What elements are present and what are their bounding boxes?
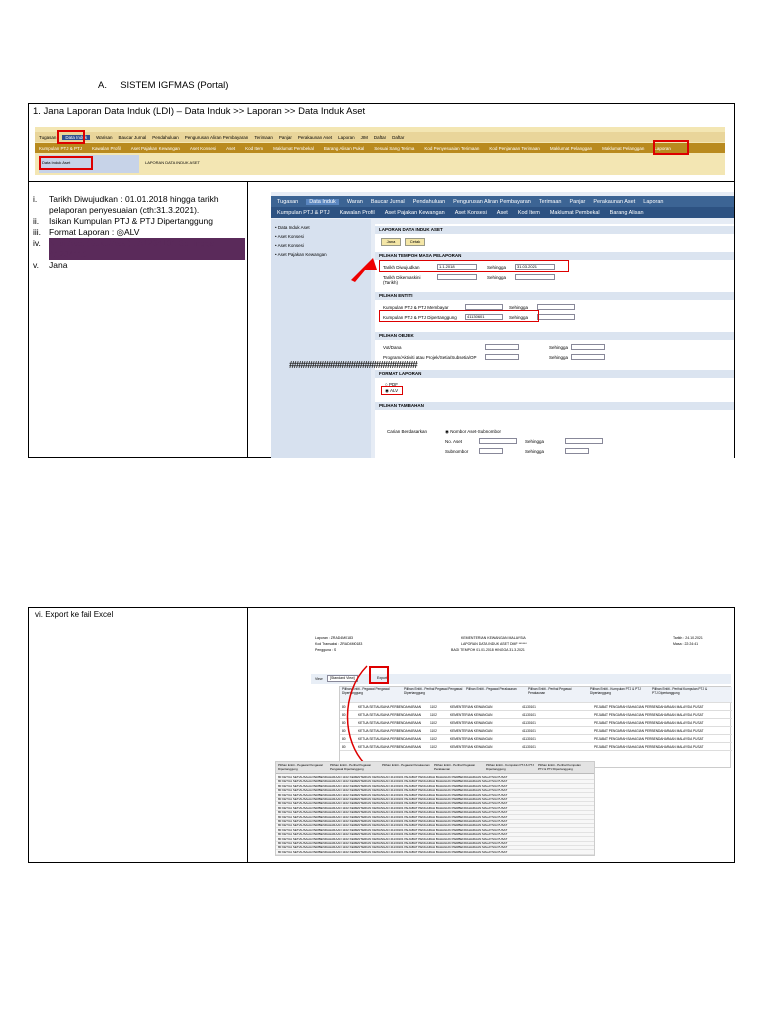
view-label: View xyxy=(315,677,323,681)
program-input[interactable] xyxy=(485,354,519,360)
date-to-input[interactable]: 31.03.2021 xyxy=(515,264,555,270)
lbl-sehingga-4: Sehingga xyxy=(509,315,529,320)
hdr-kod: Kod Transaksi : ZRAD4M0183 xyxy=(315,642,363,646)
report-col-header[interactable]: Pilihan Entiti - Pegawai Pengawal Dipertanggung xyxy=(342,687,390,695)
excel-row: 80 KETUA SETIAUSAHA PERBENDAHARAAN 1102 KEMENTERIAN KEWANGAN 41130101 PEJABAT PENGARAH BAHAGIAN PERBENDAHARAAN MALAYSIA PUSAT xyxy=(276,780,595,784)
pengguna-val: S xyxy=(333,648,337,652)
table-cell: PEJABAT PENGARAH BAHAGIAN PERBENDAHARAAN MALAYSIA PUSAT xyxy=(594,745,704,749)
banner-menu-item[interactable]: Panjar xyxy=(278,134,292,140)
table-cell: 80 xyxy=(342,729,346,733)
laporan-lbl: Laporan xyxy=(315,636,328,640)
banner-submenu-item[interactable]: Kod Penyesuaian Terimaan xyxy=(424,145,480,151)
shot-submenu-item[interactable]: Barang Alisan xyxy=(609,209,644,216)
sidebar-item-label: Aset Konsesi xyxy=(277,243,304,248)
lbl-subnombor: Subnombor xyxy=(445,449,469,454)
banner-submenu-item[interactable]: Laporan xyxy=(654,145,671,151)
table-cell: KETUA SETIAUSAHA PERBENDAHARAAN xyxy=(358,705,422,709)
sidebar-item-label: Data Induk Aset xyxy=(277,225,310,230)
shot-menu-item[interactable]: Pendahuluan xyxy=(412,198,446,205)
table-cell: 1102 xyxy=(430,705,437,709)
ptj-bayar-to[interactable] xyxy=(537,304,575,310)
lbl-sehingga-8: Sehingga xyxy=(525,449,545,454)
laporan-val: ZRAD4M0183 xyxy=(330,636,353,640)
lbl-sehingga-3: Sehingga xyxy=(509,305,529,310)
banner-menu-item[interactable]: Perakaunan Aset xyxy=(297,134,333,140)
shot-menu-item[interactable]: Baucar Jurnal xyxy=(370,198,405,205)
table-cell: PEJABAT PENGARAH BAHAGIAN PERBENDAHARAAN MALAYSIA PUSAT xyxy=(594,713,704,717)
bullet-icon: • xyxy=(275,243,278,248)
table-cell: 1102 xyxy=(430,737,437,741)
table-cell: 41130101 xyxy=(522,745,536,749)
table-cell: KEMENTERIAN KEWANGAN xyxy=(450,745,493,749)
excel-export-preview xyxy=(275,761,595,856)
banner-submenu-item[interactable]: Kod Penjanaan Terimaan xyxy=(489,145,540,151)
table-cell: PEJABAT PENGARAH BAHAGIAN PERBENDAHARAAN MALAYSIA PUSAT xyxy=(594,721,704,725)
table-cell: 1102 xyxy=(430,721,437,725)
hdr-title: LAPORAN DATA INDUK ASET DMF ****** xyxy=(461,642,527,646)
shot-menu-item[interactable]: Panjar xyxy=(569,198,586,205)
banner-menu-item[interactable]: Tugasan xyxy=(39,134,57,140)
table-cell: KEMENTERIAN KEWANGAN xyxy=(450,721,493,725)
vot-input[interactable] xyxy=(485,344,519,350)
table-row[interactable] xyxy=(340,720,732,727)
shot-menu-item[interactable]: Pengurusan Aliran Pembayaran xyxy=(453,198,531,205)
step-text: Jana xyxy=(49,260,68,270)
noaset-input[interactable] xyxy=(479,438,517,444)
sec-objek: PILIHAN OBJEK xyxy=(375,332,734,340)
vot-to[interactable] xyxy=(571,344,605,350)
excel-row: 80 KETUA SETIAUSAHA PERBENDAHARAAN 1102 KEMENTERIAN KEWANGAN 41130101 PEJABAT PENGARAH BAHAGIAN PERBENDAHARAAN MALAYSIA PUSAT xyxy=(276,816,595,820)
excel-row: 80 KETUA SETIAUSAHA PERBENDAHARAAN 1102 KEMENTERIAN KEWANGAN 41130101 PEJABAT PENGARAH BAHAGIAN PERBENDAHARAAN MALAYSIA PUSAT xyxy=(276,820,595,824)
heading-text: SISTEM IGFMAS (Portal) xyxy=(120,80,229,91)
step-table-2 xyxy=(28,607,735,863)
banner-menu-item[interactable]: Pendahuluan xyxy=(152,134,179,140)
shot-sidebar-item[interactable] xyxy=(275,232,367,241)
lbl-ptj-tanggung: Kumpulan PTJ & PTJ Dipertanggung xyxy=(383,315,457,320)
steps-cell xyxy=(29,182,248,458)
hdr-org: KEMENTERIAN KEWANGAN MALAYSIA xyxy=(461,636,526,640)
shot-sidebar-item[interactable] xyxy=(275,241,367,250)
excel-row: 80 KETUA SETIAUSAHA PERBENDAHARAAN 1102 KEMENTERIAN KEWANGAN 41130101 PEJABAT PENGARAH BAHAGIAN PERBENDAHARAAN MALAYSIA PUSAT xyxy=(276,846,595,850)
table-cell: PEJABAT PENGARAH BAHAGIAN PERBENDAHARAAN MALAYSIA PUSAT xyxy=(594,737,704,741)
hdr-tarikh: Tarikh : 24.10.2021 xyxy=(673,636,703,640)
banner-submenu-item[interactable]: Barang Alisan Pukal xyxy=(323,145,365,151)
shot-menu-item[interactable]: Tugasan xyxy=(277,198,299,205)
kod-val: ZRAD4M0183 xyxy=(340,642,363,646)
banner-submenu-item[interactable]: Kumpulan PTJ & PTJ xyxy=(39,145,83,151)
pdf-label: PDF xyxy=(388,382,398,387)
banner-submenu-item[interactable]: Aset Konsesi xyxy=(189,145,217,151)
banner-submenu-item[interactable]: Maklumat Pelanggan xyxy=(602,145,645,151)
table-cell: KETUA SETIAUSAHA PERBENDAHARAAN xyxy=(358,721,422,725)
shot-submenu-item[interactable]: Kawalan Profil xyxy=(339,209,375,216)
highlight-data-induk-aset xyxy=(39,156,93,170)
pengguna-lbl: Pengguna xyxy=(315,648,331,652)
banner-menu-item[interactable]: Daftar xyxy=(392,134,405,140)
step-number: iv. xyxy=(33,238,41,248)
lbl-diskemaskini: Tarikh Dikemaskini (Tarikh) xyxy=(383,275,421,285)
excel-col-header: Pilihan Entiti - Perihal Pegawai Pengawal Dipertanggung xyxy=(330,763,371,771)
table-cell: KETUA SETIAUSAHA PERBENDAHARAAN xyxy=(358,745,422,749)
masa-val: 22:24:41 xyxy=(684,642,699,646)
lbl-sehingga-6: Sehingga xyxy=(549,355,569,360)
step-text: Format Laporan : ◎ALV xyxy=(49,227,140,237)
banner-submenu-item[interactable]: Sesuai Sang Terima xyxy=(374,145,415,151)
highlight-tarikh xyxy=(379,260,569,272)
bullet-icon: • xyxy=(275,234,278,239)
step-number: v. xyxy=(33,260,39,270)
banner-sub-menu xyxy=(35,143,725,153)
step-item xyxy=(33,194,245,216)
table1-header-cell xyxy=(29,104,734,182)
shot-submenu-item[interactable]: Aset Pajakan Kewangan xyxy=(384,209,445,216)
table1-title: 1. Jana Laporan Data Induk (LDI) – Data Induk >> Laporan >> Data Induk Aset xyxy=(33,106,366,117)
highlight-ptj xyxy=(379,310,539,322)
highlight-laporan xyxy=(653,140,689,155)
table-cell: PEJABAT PENGARAH BAHAGIAN PERBENDAHARAAN MALAYSIA PUSAT xyxy=(594,705,704,709)
bullet-icon: • xyxy=(275,225,278,230)
red-arrow-icon xyxy=(349,256,379,282)
table-cell: KEMENTERIAN KEWANGAN xyxy=(450,713,493,717)
excel-row: 80 KETUA SETIAUSAHA PERBENDAHARAAN 1102 KEMENTERIAN KEWANGAN 41130101 PEJABAT PENGARAH BAHAGIAN PERBENDAHARAAN MALAYSIA PUSAT xyxy=(276,824,595,828)
excel-col-header: Pilihan Entiti - Kumpulan PTJ & PTJ Dipertanggung xyxy=(486,763,534,771)
report-col-header[interactable]: Pilihan Entiti - Perihal Kumpulan PTJ & PTJ Dipertanggung xyxy=(652,687,708,695)
table-cell: 41130101 xyxy=(522,713,536,717)
ptj-tanggung-input[interactable]: 41130601 xyxy=(465,314,503,320)
banner-menu-item[interactable]: Pengurusan Aliran Pembayaran xyxy=(184,134,249,140)
steps-list xyxy=(33,194,245,271)
shot-menu-item[interactable]: Waran xyxy=(346,198,363,205)
step-number: ii. xyxy=(33,216,40,226)
table-cell: KEMENTERIAN KEWANGAN xyxy=(450,737,493,741)
report-header xyxy=(311,632,731,666)
table-row[interactable] xyxy=(340,728,732,735)
excel-row: 80 KETUA SETIAUSAHA PERBENDAHARAAN 1102 KEMENTERIAN KEWANGAN 41130101 PEJABAT PENGARAH BAHAGIAN PERBENDAHARAAN MALAYSIA PUSAT xyxy=(276,798,595,802)
table-cell: PEJABAT PENGARAH BAHAGIAN PERBENDAHARAAN MALAYSIA PUSAT xyxy=(594,729,704,733)
excel-col-header: Pilihan Entiti - Perihal Pegawai Perakaunan xyxy=(434,763,475,771)
step-item xyxy=(33,260,245,271)
nombor-label: Nombor Aset-Subnombor xyxy=(450,429,501,434)
noaset-to[interactable] xyxy=(565,438,603,444)
sidebar-item-label: Aset Pajakan Kewangan xyxy=(277,252,327,257)
bullet-icon: • xyxy=(275,252,278,257)
table-cell: KEMENTERIAN KEWANGAN xyxy=(450,705,493,709)
step-number: i. xyxy=(33,194,38,204)
excel-row: 80 KETUA SETIAUSAHA PERBENDAHARAAN 1102 KEMENTERIAN KEWANGAN 41130101 PEJABAT PENGARAH BAHAGIAN PERBENDAHARAAN MALAYSIA PUSAT xyxy=(276,785,595,789)
table-cell: 80 xyxy=(342,745,346,749)
heading-letter: A. xyxy=(98,80,107,91)
lbl-diwujudkan: Tarikh Diwujudkan xyxy=(383,265,420,270)
excel-row: 80 KETUA SETIAUSAHA PERBENDAHARAAN 1102 KEMENTERIAN KEWANGAN 41130101 PEJABAT PENGARAH BAHAGIAN PERBENDAHARAAN MALAYSIA PUSAT xyxy=(276,842,595,846)
kod-lbl: Kod Transaksi xyxy=(315,642,338,646)
lbl-sehingga-7: Sehingga xyxy=(525,439,545,444)
excel-header-row xyxy=(276,762,595,774)
table-row[interactable] xyxy=(340,744,732,751)
banner-submenu-item[interactable]: Kawalan Profil xyxy=(92,145,121,151)
banner-submenu-item[interactable]: Maklumat Pembekal xyxy=(273,145,314,151)
masa-lbl: Masa xyxy=(673,642,682,646)
shot-menu-item[interactable]: Data Induk xyxy=(306,199,339,205)
banner-side-item[interactable]: Data Induk Aset xyxy=(42,160,71,165)
report-col-header[interactable]: Pilihan Entiti - Perihal Pegawai Perakaunan xyxy=(528,687,572,695)
lbl-sehingga-5: Sehingga xyxy=(549,345,569,350)
banner-menu-item[interactable]: Laporan xyxy=(338,134,355,140)
highlight-data-induk xyxy=(57,130,85,144)
lbl-ptj-bayar: Kumpulan PTJ & PTJ Membayar xyxy=(383,305,449,310)
hdr-masa: Masa : 22:24:41 xyxy=(673,642,699,646)
table-cell: 1102 xyxy=(430,745,437,749)
banner-submenu-item[interactable]: Aset Pajakan Kewangan xyxy=(130,145,180,151)
highlight-alv xyxy=(381,386,403,395)
form-screenshot xyxy=(271,192,734,458)
excel-col-header: Pilihan Entiti - Perihal Kumpulan PTJ & PTJ Dipertanggung xyxy=(538,763,581,771)
report-col-headers xyxy=(340,687,732,703)
cetak-button[interactable]: Cetak xyxy=(405,238,425,246)
radio-pdf[interactable]: ○ PDF xyxy=(385,382,398,387)
lbl-sehingga-1: Sehingga xyxy=(487,265,507,270)
step-text: Tarikh Diwujudkan : 01.01.2018 hingga tarikh pelaporan penyesuaian (cth:31.3.2021). xyxy=(49,194,219,215)
table-cell: KETUA SETIAUSAHA PERBENDAHARAAN xyxy=(358,729,422,733)
table-cell: 80 xyxy=(342,737,346,741)
excel-row: 80 KETUA SETIAUSAHA PERBENDAHARAAN 1102 KEMENTERIAN KEWANGAN 41130101 PEJABAT PENGARAH BAHAGIAN PERBENDAHARAAN MALAYSIA PUSAT xyxy=(276,851,595,855)
sec-tambahan: PILIHAN TAMBAHAN xyxy=(375,402,734,410)
banner-menu-item[interactable]: Terimaan xyxy=(254,134,273,140)
table-cell: 80 xyxy=(342,713,346,717)
shot-submenu-item[interactable]: Maklumat Pembekal xyxy=(549,209,600,216)
radio-nombor[interactable]: ◉ Nombor Aset-Subnombor xyxy=(445,429,501,434)
lbl-vot: Vot/Dana xyxy=(383,345,402,350)
table-cell: 41130101 xyxy=(522,729,536,733)
banner-submenu-item[interactable]: Maklumat Pelanggan xyxy=(549,145,593,151)
sidebar-item-label: Aset Konsesi xyxy=(277,234,304,239)
table-cell: 41130101 xyxy=(522,721,536,725)
step-item xyxy=(33,227,245,238)
tarikh-lbl: Tarikh xyxy=(673,636,683,640)
date-update-from[interactable] xyxy=(437,274,477,280)
report-col-header[interactable]: Pilihan Entiti - Kumpulan PTJ & PTJ Dipertanggung xyxy=(590,687,641,695)
excel-row: 80 KETUA SETIAUSAHA PERBENDAHARAAN 1102 KEMENTERIAN KEWANGAN 41130101 PEJABAT PENGARAH BAHAGIAN PERBENDAHARAAN MALAYSIA PUSAT xyxy=(276,802,595,806)
shot-submenu-item[interactable]: Kumpulan PTJ & PTJ xyxy=(277,209,330,216)
step-item xyxy=(33,238,245,260)
table-cell: 1102 xyxy=(430,729,437,733)
shot-submenu-item[interactable]: Aset Konsesi xyxy=(454,209,487,216)
shot-submenu-item[interactable]: Kod Item xyxy=(517,209,540,216)
excel-col-header: Pilihan Entiti - Pegawai Perakaunan xyxy=(382,763,430,767)
report-grid xyxy=(339,686,731,768)
table-row[interactable] xyxy=(340,736,732,743)
excel-row: 80 KETUA SETIAUSAHA PERBENDAHARAAN 1102 KEMENTERIAN KEWANGAN 41130101 PEJABAT PENGARAH BAHAGIAN PERBENDAHARAAN MALAYSIA PUSAT xyxy=(276,829,595,833)
lbl-noaset: No. Aset xyxy=(445,439,463,444)
export-button[interactable]: Export xyxy=(377,676,388,680)
shot-top-menu xyxy=(271,196,734,207)
table-row[interactable] xyxy=(340,712,732,719)
step-item xyxy=(33,216,245,227)
table2-title: vi. Export ke fail Excel xyxy=(35,610,114,619)
table-cell: 1102 xyxy=(430,713,437,717)
section-heading xyxy=(98,80,228,91)
radio-alv[interactable]: ◉ ALV xyxy=(385,388,399,393)
report-col-header[interactable]: Pilihan Entiti - Perihal Pegawai Pengawal Dipertanggung xyxy=(404,687,463,695)
table-cell: KETUA SETIAUSAHA PERBENDAHARAAN xyxy=(358,737,422,741)
excel-row: 80 KETUA SETIAUSAHA PERBENDAHARAAN 1102 KEMENTERIAN KEWANGAN 41130101 PEJABAT PENGARAH BAHAGIAN PERBENDAHARAAN MALAYSIA PUSAT xyxy=(276,811,595,815)
tarikh-val: 24.10.2021 xyxy=(685,636,703,640)
form-screenshot-cell xyxy=(249,182,734,458)
report-form xyxy=(375,224,734,458)
step-text: Isikan Kumpulan PTJ & PTJ Dipertanggung xyxy=(49,216,213,226)
alv-label: ALV xyxy=(389,388,399,393)
shot-menu-item[interactable]: Perakaunan Aset xyxy=(593,198,636,205)
banner-menu-item[interactable]: Data Induk xyxy=(62,135,90,140)
excel-row: 80 KETUA SETIAUSAHA PERBENDAHARAAN 1102 KEMENTERIAN KEWANGAN 41130101 PEJABAT PENGARAH BAHAGIAN PERBENDAHARAAN MALAYSIA PUSAT xyxy=(276,807,595,811)
redaction-hash: ############################ xyxy=(289,360,417,371)
date-update-to[interactable] xyxy=(515,274,555,280)
program-to[interactable] xyxy=(571,354,605,360)
sec-tempoh: PILIHAN TEMPOH MASA PELAPORAN xyxy=(375,252,734,260)
hdr-pengguna: Pengguna : S xyxy=(315,648,337,652)
table-cell: 80 xyxy=(342,721,346,725)
table-cell: KEMENTERIAN KEWANGAN xyxy=(450,729,493,733)
excel-row: 80 KETUA SETIAUSAHA PERBENDAHARAAN 1102 KEMENTERIAN KEWANGAN 41130101 PEJABAT PENGARAH BAHAGIAN PERBENDAHARAAN MALAYSIA PUSAT xyxy=(276,776,595,780)
sec-format: FORMAT LAPORAN xyxy=(375,370,734,378)
shot-sub-menu xyxy=(271,207,734,218)
table2-right-cell xyxy=(249,608,734,862)
curved-arrow-icon xyxy=(337,662,377,772)
table-cell: 41130101 xyxy=(522,705,536,709)
lbl-program: Program/Aktiviti atau Projek/Setia/Subsetia/OP xyxy=(383,355,477,360)
step-number: iii. xyxy=(33,227,42,237)
table2-left-cell xyxy=(29,608,248,862)
excel-row: 80 KETUA SETIAUSAHA PERBENDAHARAAN 1102 KEMENTERIAN KEWANGAN 41130101 PEJABAT PENGARAH BAHAGIAN PERBENDAHARAAN MALAYSIA PUSAT xyxy=(276,794,595,798)
banner-menu-item[interactable]: Baucar Jurnal xyxy=(118,134,147,140)
ptj-tanggung-to[interactable] xyxy=(537,314,575,320)
table-cell: 80 xyxy=(342,705,346,709)
banner-menu-item[interactable]: Daftar xyxy=(373,134,387,140)
portal-banner-screenshot xyxy=(35,127,725,175)
excel-row: 80 KETUA SETIAUSAHA PERBENDAHARAAN 1102 KEMENTERIAN KEWANGAN 41130101 PEJABAT PENGARAH BAHAGIAN PERBENDAHARAAN MALAYSIA PUSAT xyxy=(276,833,595,837)
banner-top-menu xyxy=(35,132,725,142)
banner-submenu-item[interactable]: Aset xyxy=(226,145,236,151)
sub-to[interactable] xyxy=(565,448,589,454)
excel-row: 80 KETUA SETIAUSAHA PERBENDAHARAAN 1102 KEMENTERIAN KEWANGAN 41130101 PEJABAT PENGARAH BAHAGIAN PERBENDAHARAAN MALAYSIA PUSAT xyxy=(276,789,595,793)
banner-menu-item[interactable]: JIM xyxy=(360,134,368,140)
view-select[interactable]: [Standard View] xyxy=(327,675,358,682)
sec-entiti: PILIHAN ENTITI xyxy=(375,292,734,300)
excel-col-header: Pilihan Entiti - Pegawai Pengawal Dipertanggung xyxy=(278,763,323,771)
hdr-laporan: Laporan : ZRAD4M0183 xyxy=(315,636,353,640)
table-row[interactable] xyxy=(340,704,732,711)
table-cell: KETUA SETIAUSAHA PERBENDAHARAAN xyxy=(358,713,422,717)
report-col-header[interactable]: Pilihan Entiti - Pegawai Perakaunan xyxy=(466,687,517,691)
step-text: Nilai Aset (Buku/Asal) : A1234101 Sehingga A1234110 xyxy=(49,238,245,260)
sub-input[interactable] xyxy=(479,448,503,454)
hdr-period: BAGI TEMPOH 01.01.2018 HINGGA 31.3.2021 xyxy=(451,648,525,652)
date-from-input[interactable]: 1.1.2018 xyxy=(437,264,477,270)
shot-menu-item[interactable]: Terimaan xyxy=(538,198,562,205)
jana-button[interactable]: Jana xyxy=(381,238,401,246)
step-table-1 xyxy=(28,103,735,458)
banner-submenu-item[interactable]: Kod Item xyxy=(245,145,264,151)
shot-submenu-item[interactable]: Aset xyxy=(496,209,508,216)
shot-menu-item[interactable]: Laporan xyxy=(643,198,664,205)
banner-menu-item[interactable]: Warisan xyxy=(96,134,113,140)
form-title: LAPORAN DATA INDUK ASET xyxy=(375,226,734,234)
banner-crumb: LAPORAN DATA INDUK ASET xyxy=(145,160,200,165)
lbl-sehingga-2: Sehingga xyxy=(487,275,507,280)
lbl-carian: Carian Berdasarkan xyxy=(387,429,428,434)
excel-row: 80 KETUA SETIAUSAHA PERBENDAHARAAN 1102 KEMENTERIAN KEWANGAN 41130101 PEJABAT PENGARAH BAHAGIAN PERBENDAHARAAN MALAYSIA PUSAT xyxy=(276,838,595,842)
shot-sidebar xyxy=(271,219,371,458)
shot-sidebar-item[interactable] xyxy=(275,223,367,232)
table-cell: 41130101 xyxy=(522,737,536,741)
